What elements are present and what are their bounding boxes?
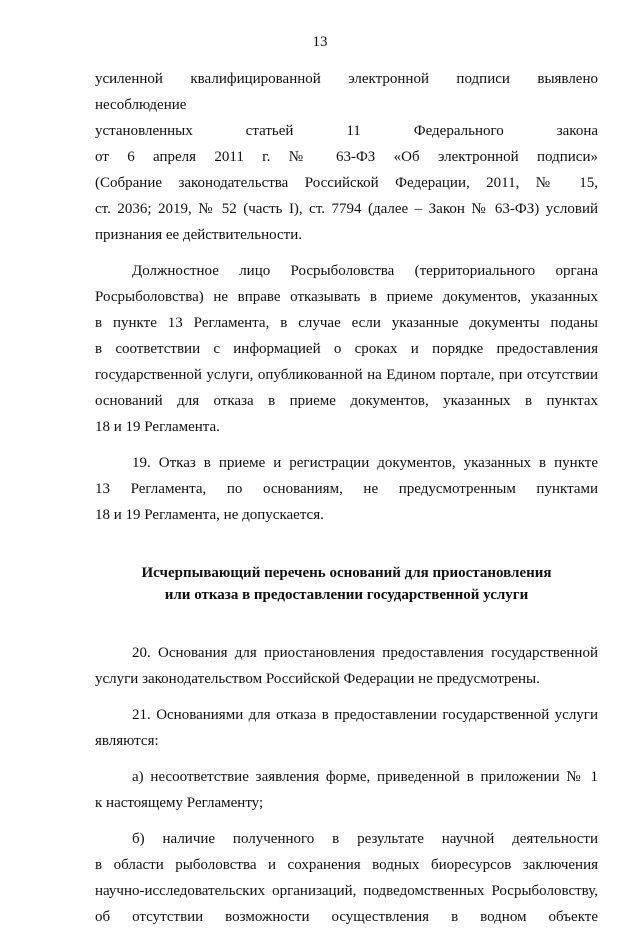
text-line: к настоящему Регламенту; bbox=[95, 795, 264, 811]
paragraph-21a bbox=[95, 764, 598, 816]
paragraph-21b bbox=[95, 826, 598, 930]
text-line: являются: bbox=[95, 733, 159, 749]
heading-line: или отказа в предоставлении государственной услуги bbox=[164, 587, 529, 603]
text-line: государственной услуги, опубликованной на Едином портале, при отсутствии bbox=[95, 367, 598, 383]
text-line: Росрыболовства) не вправе отказывать в приеме документов, указанных bbox=[95, 289, 598, 305]
spacer bbox=[95, 248, 598, 258]
paragraph-20 bbox=[95, 640, 598, 692]
text-line: признания ее действительности. bbox=[95, 227, 303, 243]
heading-line: Исчерпывающий перечень оснований для приостановления bbox=[141, 565, 552, 581]
spacer bbox=[95, 606, 598, 640]
paragraph-signature-conditions bbox=[95, 66, 598, 248]
text-line: об отсутствии возможности осуществления в водном объекте bbox=[95, 909, 598, 925]
text-line: в соответствии с информацией о сроках и порядке предоставления bbox=[95, 341, 598, 357]
section-heading bbox=[95, 562, 598, 606]
text-line: от 6 апреля 2011 г. № 63-ФЗ «Об электронной подписи» bbox=[95, 149, 598, 165]
text-line: оснований для отказа в приеме документов, указанных в пунктах bbox=[95, 393, 598, 409]
text-line: установленных статьей 11 Федерального закона bbox=[95, 123, 598, 139]
text-line: в области рыболовства и сохранения водных биоресурсов заключения bbox=[95, 857, 598, 873]
text-line: услуги законодательством Российской Федерации не предусмотрены. bbox=[95, 671, 540, 687]
text-line: а) несоответствие заявления форме, приведенной в приложении № 1 bbox=[132, 769, 598, 785]
text-line: Должностное лицо Росрыболовства (территориального органа bbox=[132, 263, 598, 279]
spacer bbox=[95, 440, 598, 450]
paragraph-official-refusal bbox=[95, 258, 598, 440]
text-line: 21. Основаниями для отказа в предоставлении государственной услуги bbox=[132, 707, 598, 723]
page-number: 13 bbox=[312, 34, 328, 50]
paragraph-19 bbox=[95, 450, 598, 528]
text-line: ст. 2036; 2019, № 52 (часть I), ст. 7794 (далее – Закон № 63-ФЗ) условий bbox=[95, 201, 598, 217]
text-line: (Собрание законодательства Российской Федерации, 2011, № 15, bbox=[95, 175, 598, 191]
text-line: 19. Отказ в приеме и регистрации документов, указанных в пункте bbox=[132, 455, 598, 471]
paragraph-21 bbox=[95, 702, 598, 754]
spacer bbox=[95, 816, 598, 826]
text-line: усиленной квалифицированной электронной подписи выявлено несоблюдение bbox=[95, 71, 598, 113]
text-line: 13 Регламента, по основаниям, не предусмотренным пунктами bbox=[95, 481, 598, 497]
spacer bbox=[95, 528, 598, 562]
text-line: 18 и 19 Регламента, не допускается. bbox=[95, 507, 324, 523]
spacer bbox=[95, 692, 598, 702]
text-line: в пункте 13 Регламента, в случае если указанные документы поданы bbox=[95, 315, 598, 331]
text-line: б) наличие полученного в результате научной деятельности bbox=[132, 831, 598, 847]
text-line: 18 и 19 Регламента. bbox=[95, 419, 220, 435]
spacer bbox=[95, 754, 598, 764]
text-line: научно-исследовательских организаций, подведомственных Росрыболовству, bbox=[95, 883, 598, 899]
document-body bbox=[95, 66, 598, 930]
text-line: 20. Основания для приостановления предоставления государственной bbox=[132, 645, 598, 661]
